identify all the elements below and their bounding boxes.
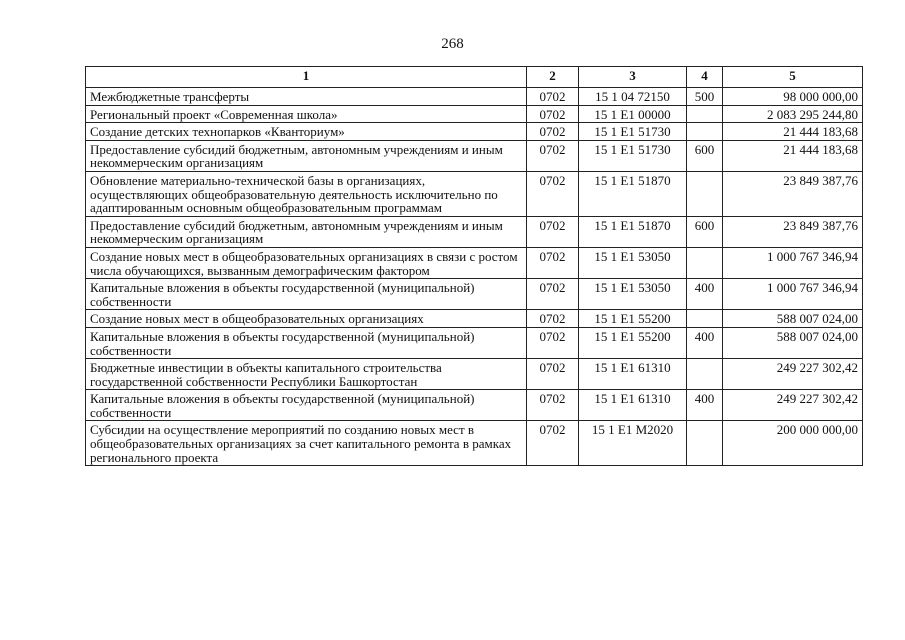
cell-section-code: 0702 xyxy=(527,171,579,216)
cell-amount: 23 849 387,76 xyxy=(723,171,863,216)
cell-expense-type: 600 xyxy=(687,140,723,171)
cell-expense-type: 600 xyxy=(687,216,723,247)
cell-amount: 2 083 295 244,80 xyxy=(723,105,863,123)
cell-name: Предоставление субсидий бюджетным, автономным учреждениям и иным некоммерческим организациям xyxy=(86,216,527,247)
column-header-target: 3 xyxy=(579,67,687,88)
cell-section-code: 0702 xyxy=(527,327,579,358)
table-row xyxy=(86,279,863,310)
table-row xyxy=(86,247,863,278)
cell-section-code: 0702 xyxy=(527,421,579,466)
cell-name: Создание новых мест в общеобразовательных организациях в связи с ростом числа обучающихся, вызванным демографическим фактором xyxy=(86,247,527,278)
cell-section-code: 0702 xyxy=(527,216,579,247)
cell-expense-type xyxy=(687,247,723,278)
cell-section-code: 0702 xyxy=(527,390,579,421)
column-header-name: 1 xyxy=(86,67,527,88)
column-header-amount: 5 xyxy=(723,67,863,88)
table-row xyxy=(86,390,863,421)
cell-amount: 23 849 387,76 xyxy=(723,216,863,247)
cell-amount: 588 007 024,00 xyxy=(723,327,863,358)
cell-target-article: 15 1 E1 51730 xyxy=(579,123,687,141)
cell-section-code: 0702 xyxy=(527,247,579,278)
cell-target-article: 15 1 E1 M2020 xyxy=(579,421,687,466)
cell-name: Создание детских технопарков «Кванториум» xyxy=(86,123,527,141)
cell-expense-type: 400 xyxy=(687,279,723,310)
page-number: 268 xyxy=(441,36,464,52)
cell-target-article: 15 1 E1 00000 xyxy=(579,105,687,123)
cell-target-article: 15 1 E1 61310 xyxy=(579,390,687,421)
cell-amount: 249 227 302,42 xyxy=(723,359,863,390)
cell-name: Субсидии на осуществление мероприятий по созданию новых мест в общеобразовательных организациях за счет капитального ремонта в рамках регионального проекта xyxy=(86,421,527,466)
cell-target-article: 15 1 E1 51730 xyxy=(579,140,687,171)
table-row xyxy=(86,171,863,216)
cell-target-article: 15 1 E1 55200 xyxy=(579,327,687,358)
table-row xyxy=(86,216,863,247)
cell-section-code: 0702 xyxy=(527,123,579,141)
cell-target-article: 15 1 04 72150 xyxy=(579,88,687,106)
cell-name: Капитальные вложения в объекты государственной (муниципальной) собственности xyxy=(86,327,527,358)
cell-amount: 21 444 183,68 xyxy=(723,123,863,141)
cell-section-code: 0702 xyxy=(527,140,579,171)
table-row xyxy=(86,123,863,141)
cell-name: Создание новых мест в общеобразовательных организациях xyxy=(86,310,527,328)
table-row xyxy=(86,310,863,328)
table-row xyxy=(86,140,863,171)
cell-section-code: 0702 xyxy=(527,359,579,390)
budget-table xyxy=(85,66,863,466)
cell-target-article: 15 1 E1 51870 xyxy=(579,171,687,216)
cell-section-code: 0702 xyxy=(527,88,579,106)
table-row xyxy=(86,88,863,106)
cell-expense-type xyxy=(687,171,723,216)
table-body xyxy=(86,88,863,466)
cell-target-article: 15 1 E1 53050 xyxy=(579,279,687,310)
cell-name: Капитальные вложения в объекты государственной (муниципальной) собственности xyxy=(86,390,527,421)
cell-section-code: 0702 xyxy=(527,105,579,123)
cell-name: Капитальные вложения в объекты государственной (муниципальной) собственности xyxy=(86,279,527,310)
cell-amount: 1 000 767 346,94 xyxy=(723,247,863,278)
cell-expense-type xyxy=(687,123,723,141)
cell-amount: 98 000 000,00 xyxy=(723,88,863,106)
cell-amount: 200 000 000,00 xyxy=(723,421,863,466)
cell-name: Бюджетные инвестиции в объекты капитального строительства государственной собственности Республики Башкортостан xyxy=(86,359,527,390)
cell-expense-type: 500 xyxy=(687,88,723,106)
cell-expense-type: 400 xyxy=(687,327,723,358)
cell-amount: 588 007 024,00 xyxy=(723,310,863,328)
cell-target-article: 15 1 E1 61310 xyxy=(579,359,687,390)
column-header-expense-type: 4 xyxy=(687,67,723,88)
cell-target-article: 15 1 E1 51870 xyxy=(579,216,687,247)
cell-amount: 249 227 302,42 xyxy=(723,390,863,421)
column-header-section: 2 xyxy=(527,67,579,88)
cell-amount: 1 000 767 346,94 xyxy=(723,279,863,310)
cell-section-code: 0702 xyxy=(527,279,579,310)
cell-expense-type xyxy=(687,359,723,390)
cell-target-article: 15 1 E1 55200 xyxy=(579,310,687,328)
cell-target-article: 15 1 E1 53050 xyxy=(579,247,687,278)
cell-name: Предоставление субсидий бюджетным, автономным учреждениям и иным некоммерческим организациям xyxy=(86,140,527,171)
cell-name: Обновление материально-технической базы в организациях, осуществляющих общеобразовательную деятельность исключительно по адаптированным основным общеобразовательным программам xyxy=(86,171,527,216)
cell-name: Региональный проект «Современная школа» xyxy=(86,105,527,123)
header-row xyxy=(86,67,863,88)
table-row xyxy=(86,105,863,123)
cell-expense-type: 400 xyxy=(687,390,723,421)
cell-amount: 21 444 183,68 xyxy=(723,140,863,171)
table-row xyxy=(86,327,863,358)
table-header xyxy=(86,67,863,88)
cell-expense-type xyxy=(687,105,723,123)
cell-section-code: 0702 xyxy=(527,310,579,328)
table-row xyxy=(86,359,863,390)
cell-expense-type xyxy=(687,310,723,328)
table-row xyxy=(86,421,863,466)
cell-name: Межбюджетные трансферты xyxy=(86,88,527,106)
cell-expense-type xyxy=(687,421,723,466)
